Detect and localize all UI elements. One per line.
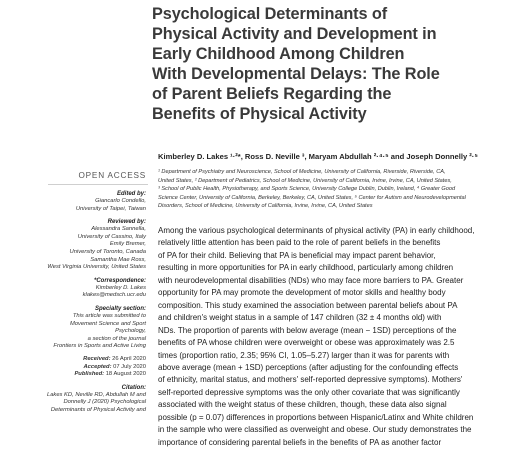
abstract-line: and children's weight status in a sample of 147 children (32 ± 4 months old) with: [158, 313, 442, 323]
abstract-line: composition. This study examined the association between parental beliefs about PA: [158, 300, 458, 310]
abstract-line: opportunity for PA may promote the development of motor skills and healthy body: [158, 288, 446, 298]
date-label: Published:: [74, 371, 105, 378]
abstract-line: times (proportion ratio, 2.35; 95% CI, 1.05–5.27) larger than it was for parents with: [158, 350, 450, 360]
reviewer-line: Samantha Mae Ross,: [90, 256, 146, 263]
reviewed-by-heading: Reviewed by:: [107, 219, 146, 226]
affiliation-line: ³ School of Public Health, Physiotherapy, and Sports Science, University College Dublin, Dublin, Ireland, ⁴ Greater Good: [158, 186, 456, 193]
date-label: Accepted:: [83, 363, 112, 370]
sidebar-divider: [48, 184, 148, 185]
edited-by: [22, 190, 146, 213]
editor-affiliation: University of Taipei, Taiwan: [75, 205, 146, 212]
title-line: Physical Activity and Development in: [152, 25, 437, 43]
open-access-label: OPEN ACCESS: [78, 171, 146, 180]
author-list: Kimberley D. Lakes ¹·²*, Ross D. Neville ³, Maryam Abdullah ²·⁴·⁵ and Joseph Donnelly ²·⁵: [158, 152, 478, 161]
specialty-line: Movement Science and Sport: [69, 320, 146, 327]
published-date: [22, 371, 146, 379]
date-value: 07 July 2020: [113, 363, 146, 370]
abstract-line: of PA for their child. Believing that PA is beneficial may impact parent behavior,: [158, 250, 436, 260]
reviewer-line: Emily Bremer,: [109, 241, 146, 248]
correspondence: [22, 277, 146, 300]
date-label: Received:: [83, 355, 111, 362]
citation-line: Lakes KD, Neville RD, Abdullah M and: [46, 391, 146, 398]
abstract-line: self-reported depressive symptoms was the only other covariate that was significantly: [158, 387, 460, 397]
edited-by-heading: Edited by:: [116, 191, 146, 197]
reviewer-line: West Virginia University, United States: [47, 264, 146, 271]
specialty-line: a section of the journal: [87, 335, 146, 342]
specialty-line: Frontiers in Sports and Active Living: [53, 343, 146, 350]
accepted-date: [22, 364, 146, 372]
article-title: [152, 4, 522, 124]
specialty-line: Psychology,: [115, 328, 146, 335]
abstract-line: benefits of PA whose children were overweight or obese was approximately was 2.5: [158, 338, 455, 348]
citation-heading: Citation:: [121, 384, 146, 391]
correspondent-name: Kimberley D. Lakes: [95, 284, 146, 291]
abstract-line: in the sample who were classified as overweight and obese. Our study demonstrates the: [158, 425, 472, 435]
affiliation-line: United States, ² Department of Pediatrics, School of Medicine, University of California, Irvine, Irvine, CA, United States,: [158, 177, 452, 184]
specialty-section: [22, 305, 146, 351]
citation-line: Donnelly J (2020) Psychological: [63, 399, 146, 406]
citation-line: Determinants of Physical Activity and: [50, 406, 146, 413]
article-dates: [22, 356, 146, 379]
abstract-line: possible (p = 0.07) differences in proportions between Hispanic/Latinx and White children: [158, 412, 474, 422]
abstract-line: of ethnicity, marital status, and mothers' self-reported depressive symptoms). Mothers': [158, 375, 463, 385]
citation: [22, 384, 146, 415]
reviewer-line: University of Cassino, Italy: [77, 233, 146, 240]
abstract-line: resulting in more opportunities for PA in early childhood, particularly among children: [158, 263, 454, 273]
abstract-line: NDs. The proportion of parents with below average (mean − 1SD) perceptions of the: [158, 325, 457, 335]
affiliation-line: Science Center, University of California, Berkeley, Berkeley, CA, United States, ⁵ Center for Autism and Neurodevelopmental: [158, 194, 466, 201]
abstract-line: with neurodevelopmental disabilities (NDs) who may face more barriers to PA. Greater: [158, 275, 464, 285]
received-date: [22, 356, 146, 364]
title-line: Psychological Determinants of: [152, 5, 388, 23]
editor-name: Giancarlo Condello,: [95, 198, 146, 204]
correspondent-email[interactable]: klakes@medsch.ucr.edu: [82, 292, 146, 299]
abstract-line: importance of considering parental beliefs in the benefits of PA as another factor: [158, 437, 442, 447]
abstract-line: associated with the weight status of these children, though, these data also signal: [158, 400, 447, 410]
abstract-line: relatively little attention has been paid to the role of parent beliefs in the benefits: [158, 238, 441, 248]
specialty-line: This article was submitted to: [72, 312, 146, 319]
title-line: Benefits of Physical Activity: [152, 105, 367, 123]
affiliations: [158, 168, 518, 211]
abstract-line: Among the various psychological determinants of physical activity (PA) in early childhood,: [158, 226, 475, 235]
specialty-heading: Specialty section:: [94, 305, 146, 312]
reviewed-by: [22, 218, 146, 272]
title-line: With Developmental Delays: The Role: [152, 65, 440, 83]
date-value: 18 August 2020: [105, 371, 146, 378]
abstract-line: above average (mean + 1SD) perceptions (after adjusting for the confounding effects: [158, 362, 459, 372]
date-value: 26 April 2020: [112, 355, 146, 362]
reviewer-line: Alessandra Sannella,: [91, 226, 146, 233]
title-line: of Parent Beliefs Regarding the: [152, 85, 392, 103]
correspondence-heading: *Correspondence:: [93, 277, 146, 284]
title-line: Early Childhood Among Children: [152, 45, 405, 63]
reviewer-line: University of Toronto, Canada: [69, 248, 146, 255]
article-info-sidebar: [22, 190, 146, 419]
abstract-body: [158, 225, 524, 449]
affiliation-line: Disorders, School of Medicine, University of California, Irvine, Irvine, CA, United States: [158, 203, 373, 210]
affiliation-line: ¹ Department of Psychiatry and Neuroscience, School of Medicine, University of California, Riverside, Riverside, CA,: [158, 169, 446, 175]
